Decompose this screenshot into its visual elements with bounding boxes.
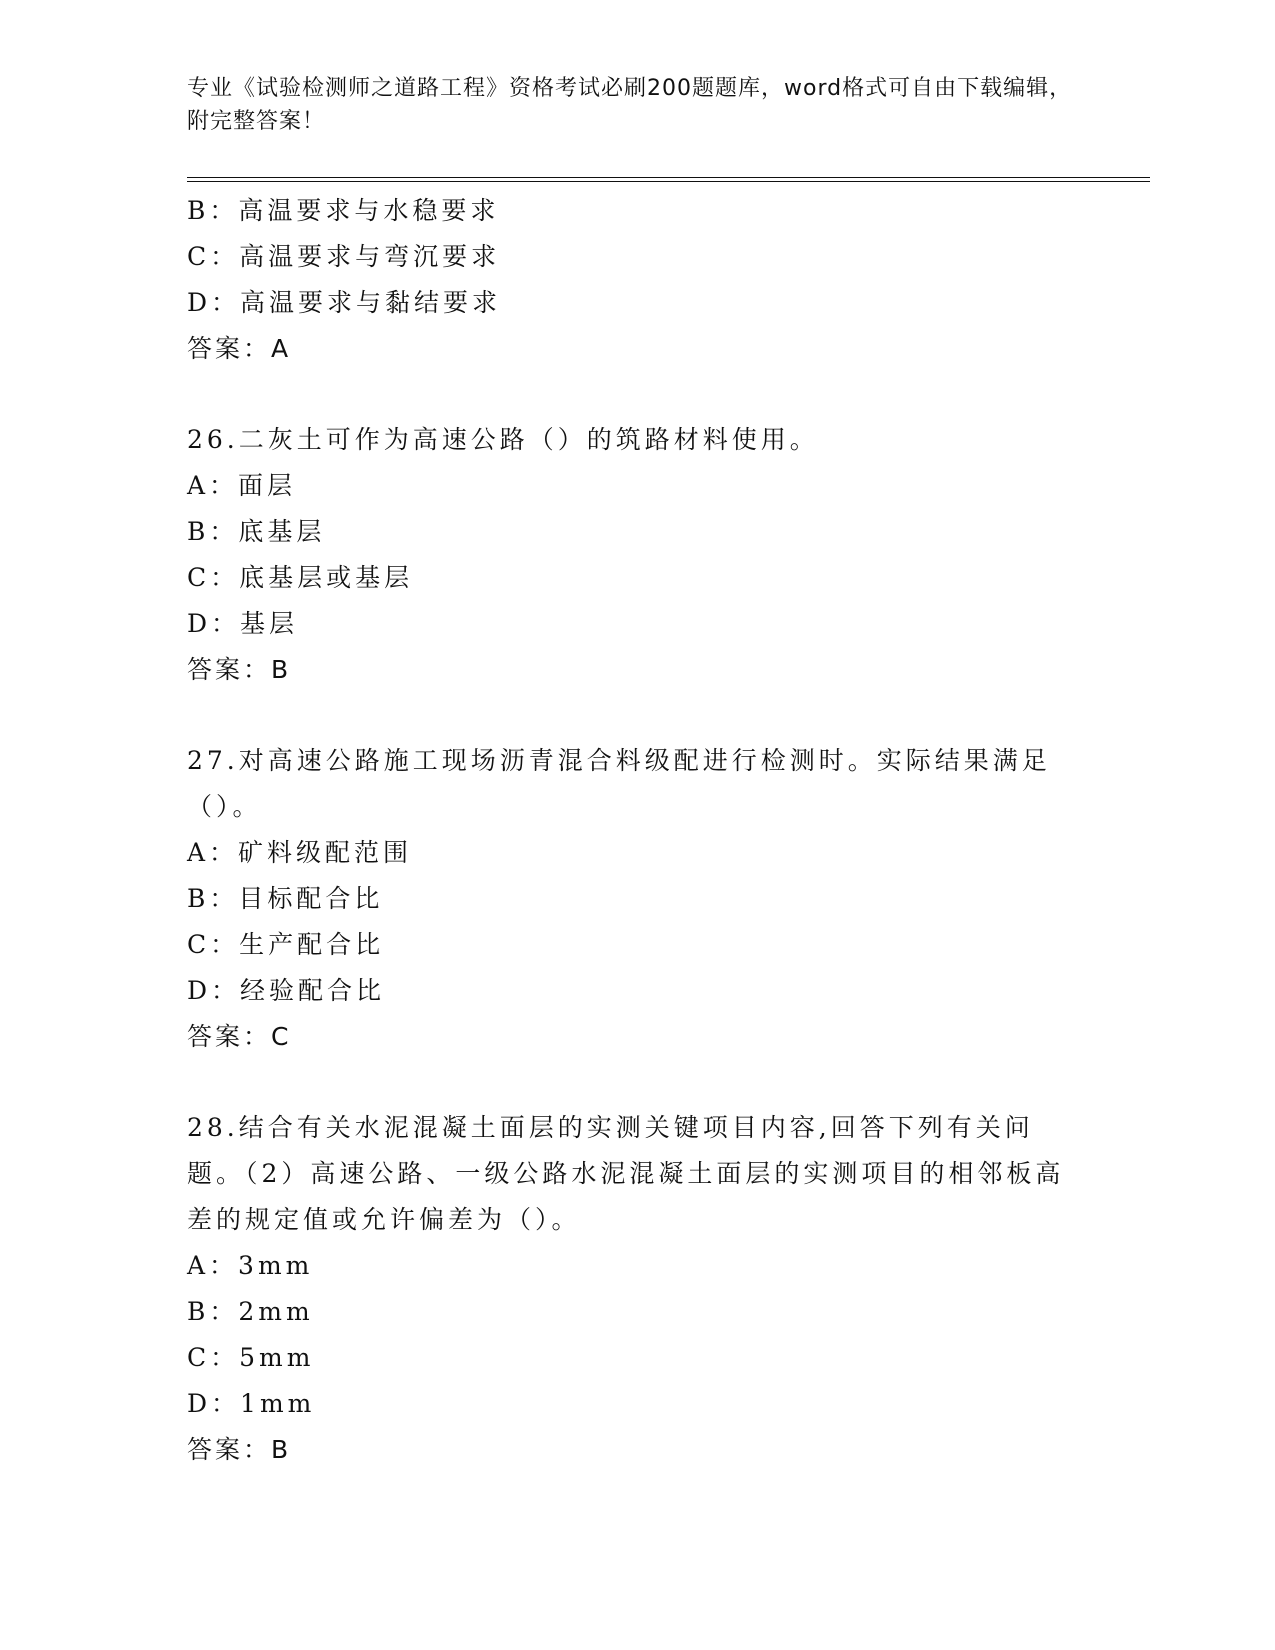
option-b: B：高温要求与水稳要求 — [187, 196, 500, 225]
question-block-28 — [187, 1105, 1077, 1473]
option-b: B：底基层 — [187, 517, 326, 546]
option-c: C：5mm — [187, 1343, 315, 1372]
option-a: A：面层 — [187, 471, 297, 500]
question-text: 28.结合有关水泥混凝土面层的实测关键项目内容,回答下列有关问题。（2）高速公路、一级公路水泥混凝土面层的实测项目的相邻板高差的规定值或允许偏差为（）。 — [187, 1113, 1065, 1234]
answer-line: 答案：A — [187, 334, 292, 363]
question-block-26 — [187, 417, 1077, 693]
header-divider-top — [187, 177, 1150, 178]
answer-line: 答案：B — [187, 655, 292, 684]
option-d: D：高温要求与黏结要求 — [187, 288, 502, 317]
question-list — [187, 188, 1077, 1473]
option-d: D：经验配合比 — [187, 976, 386, 1005]
option-c: C：底基层或基层 — [187, 563, 414, 592]
question-block-27 — [187, 738, 1077, 1060]
question-block-25 — [187, 188, 1077, 372]
option-c: C：高温要求与弯沉要求 — [187, 242, 501, 271]
option-d: D：基层 — [187, 609, 299, 638]
document-header: 专业《试验检测师之道路工程》资格考试必刷200题题库，word格式可自由下载编辑，附完整答案！ — [187, 76, 1073, 134]
option-b: B：2mm — [187, 1297, 314, 1326]
question-text: 27.对高速公路施工现场沥青混合料级配进行检测时。实际结果满足（）。 — [187, 746, 1051, 821]
option-c: C：生产配合比 — [187, 930, 385, 959]
option-a: A：矿料级配范围 — [187, 838, 413, 867]
answer-line: 答案：B — [187, 1435, 292, 1464]
question-text: 26.二灰土可作为高速公路（）的筑路材料使用。 — [187, 425, 819, 454]
answer-line: 答案：C — [187, 1022, 292, 1051]
option-a: A：3mm — [187, 1251, 314, 1280]
header-divider-bottom — [187, 181, 1150, 182]
option-b: B：目标配合比 — [187, 884, 384, 913]
option-d: D：1mm — [187, 1389, 316, 1418]
